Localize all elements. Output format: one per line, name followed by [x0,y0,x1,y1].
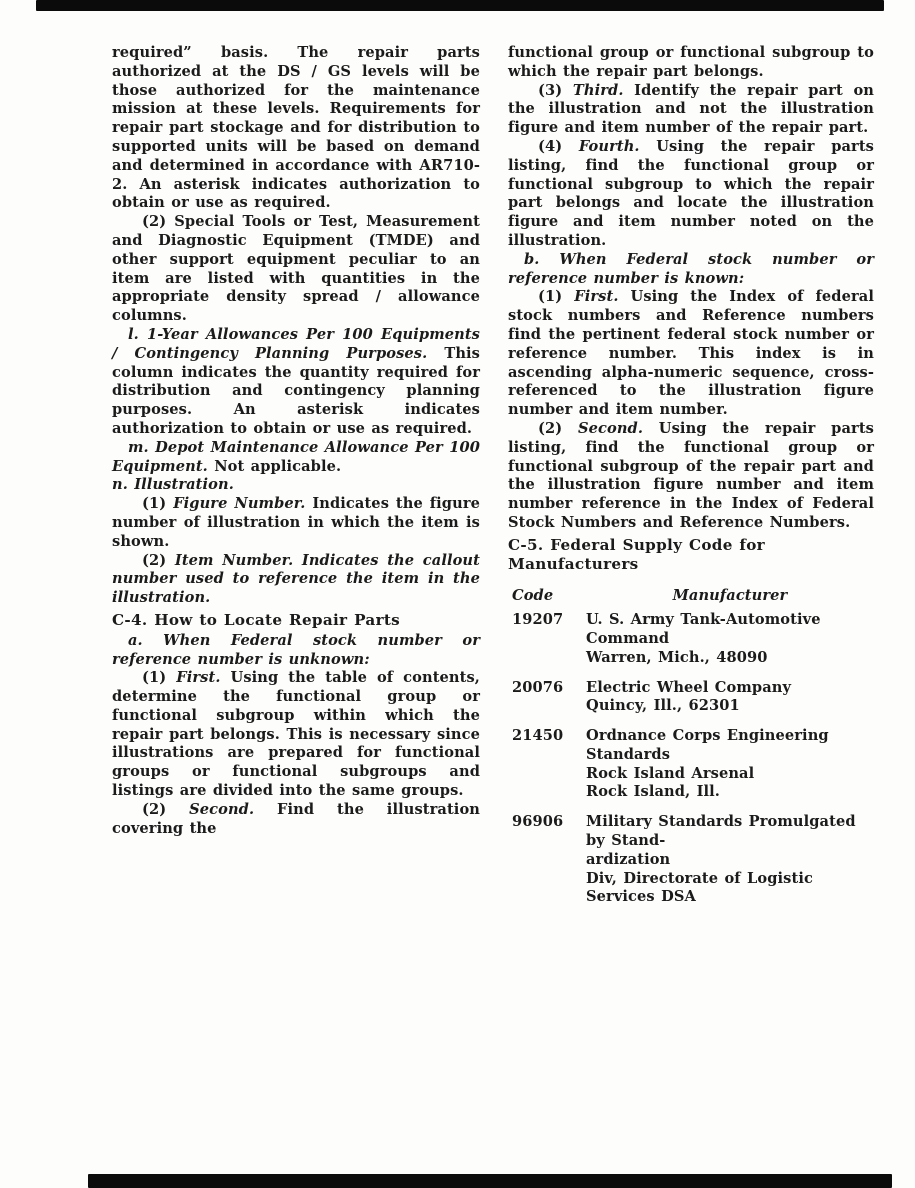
fsc-table [508,587,874,907]
paragraph-lead: Fourth. [578,137,640,155]
paragraph [508,288,874,420]
manufacturer-line: Quincy, Ill., 62301 [586,697,740,715]
manufacturer-entry [586,727,874,802]
section-heading-c5: C-5. Federal Supply Code for Manufacturers [508,535,765,573]
left-column [112,44,480,838]
paragraph-text: Using the repair parts listing, find the functional group or functional subgroup to which the repair part belongs and locate the illustration figure and item number noted on the illustration. [508,137,875,249]
paragraph [112,44,480,213]
manufacturer-code: 96906 [512,813,564,831]
paragraph [112,552,480,608]
paragraph-text: (2) Special Tools or Test, Measurement and Diagnostic Equipment (TMDE) and other support equipment peculiar to an item are listed with quantities in the appropriate density spread / allowance columns. [112,213,480,325]
paragraph-lead: Figure Number. [173,495,306,513]
paragraph [112,801,480,839]
paragraph-number: (1) [538,288,575,306]
manufacturer-code: 21450 [512,727,564,745]
paragraph-lead: m. Depot Maintenance Allowance Per 100 Equipment. [112,438,480,475]
paragraph-number: (1) [142,669,177,687]
manufacturer-line: Electric Wheel Company [586,678,792,696]
paragraph-number: (2) [142,551,175,569]
paragraph-lead: Item Number. Indicates the callout number used to reference the item in the illustration. [112,551,480,607]
paragraph-number: (4) [538,137,579,155]
paragraph-text: Using the table of contents, determine the functional group or functional subgroup within which the repair part belongs. This is necessary since illustrations are prepared for functional groups or functional subgroups and listings are divided into the same groups. [112,669,480,800]
paragraph-lead: a. When Federal stock number or reference number is unknown: [112,631,480,668]
fsc-table-header [512,587,874,606]
manufacturer-line: Military Standards Promulgated by Stand- [586,813,856,850]
paragraph-text: Indicates the figure number of illustration in which the item is shown. [112,495,480,550]
paragraph-text: Using the repair parts listing, find the functional group or functional subgroup of the repair part and the illustration figure number and item number reference in the Index of Federal Stock Numbers and Reference Numbers. [508,419,874,531]
paragraph-number: (3) [538,81,573,99]
section-heading-c4: C-4. How to Locate Repair Parts [112,610,401,629]
paragraph-lead: Second. [189,800,255,818]
manufacturer-entry [586,813,874,907]
manufacturer-code: 20076 [512,678,564,696]
paragraph-text: This column indicates the quantity required for distribution and contingency planning purposes. An asterisk indicates authorization to obtain or use as required. [112,344,480,437]
manufacturer-line: U. S. Army Tank-Automotive Command [586,611,821,647]
paragraph-number: (1) [142,495,174,513]
paragraph [508,44,874,82]
manufacturer-line: Rock Island, Ill. [586,783,720,801]
paragraph [508,82,874,138]
paragraph-lead: n. Illustration. [112,476,234,494]
manufacturer-entry [586,611,874,667]
manufacturer-line: Div, Directorate of Logistic Services DSA [586,869,813,906]
paragraph-text: required” basis. The repair parts authorized at the DS / GS levels will be those authorized for the maintenance mission at these levels. Requirements for repair part stockage and for distribution to supported units will be based on demand and determined in accordance with AR710-2. An asterisk indicates authorization to obtain or use as required. [112,44,480,212]
paragraph [112,439,480,477]
paragraph-lead: Second. [578,419,644,437]
table-row [512,679,874,717]
paragraph [508,251,874,289]
paragraph-lead: First. [176,669,221,687]
paragraph-lead: First. [574,288,619,306]
manufacturer-code: 19207 [512,611,564,629]
paragraph-text: Identify the repair part on the illustration and not the illustration figure and item number of the repair part. [508,81,874,137]
paragraph [112,669,480,801]
right-column [508,44,874,918]
paragraph [112,632,480,670]
paragraph-number: (2) [538,419,578,437]
table-header-manufacturer: Manufacturer [672,587,788,605]
manufacturer-line: Rock Island Arsenal [586,764,755,782]
manufacturer-entry [586,679,874,717]
paragraph [112,495,480,551]
manufacturer-line: Ordnance Corps Engineering Standards [586,727,829,763]
manufacturer-line: Warren, Mich., 48090 [586,648,768,666]
scan-artifact-top-bar [36,0,884,11]
paragraph-lead: Third. [572,81,624,99]
table-row [512,727,874,802]
paragraph [112,476,480,495]
table-row [512,611,874,667]
paragraph [112,213,480,326]
manufacturer-line: ardization [586,850,671,868]
paragraph [508,420,874,533]
paragraph-text: Using the Index of federal stock numbers and Reference numbers find the pertinent federal stock number or reference number. This index is in ascending alpha-numeric sequence, cross-referenced to the illustration figure number and item number. [508,288,874,419]
paragraph [112,326,480,439]
paragraph-text: functional group or functional subgroup to which the repair part belongs. [508,44,874,80]
table-header-code: Code [512,587,554,605]
paragraph [508,138,874,251]
paragraph-text: Find the illustration covering the [112,800,480,837]
paragraph-lead: l. 1-Year Allowances Per 100 Equipments / Contingency Planning Purposes. [112,325,480,362]
paragraph-lead: b. When Federal stock number or reference number is known: [508,250,874,287]
paragraph-number: (2) [142,800,190,818]
table-row [512,813,874,907]
paragraph-text: Not applicable. [207,457,342,475]
scan-artifact-bottom-bar [88,1174,892,1188]
